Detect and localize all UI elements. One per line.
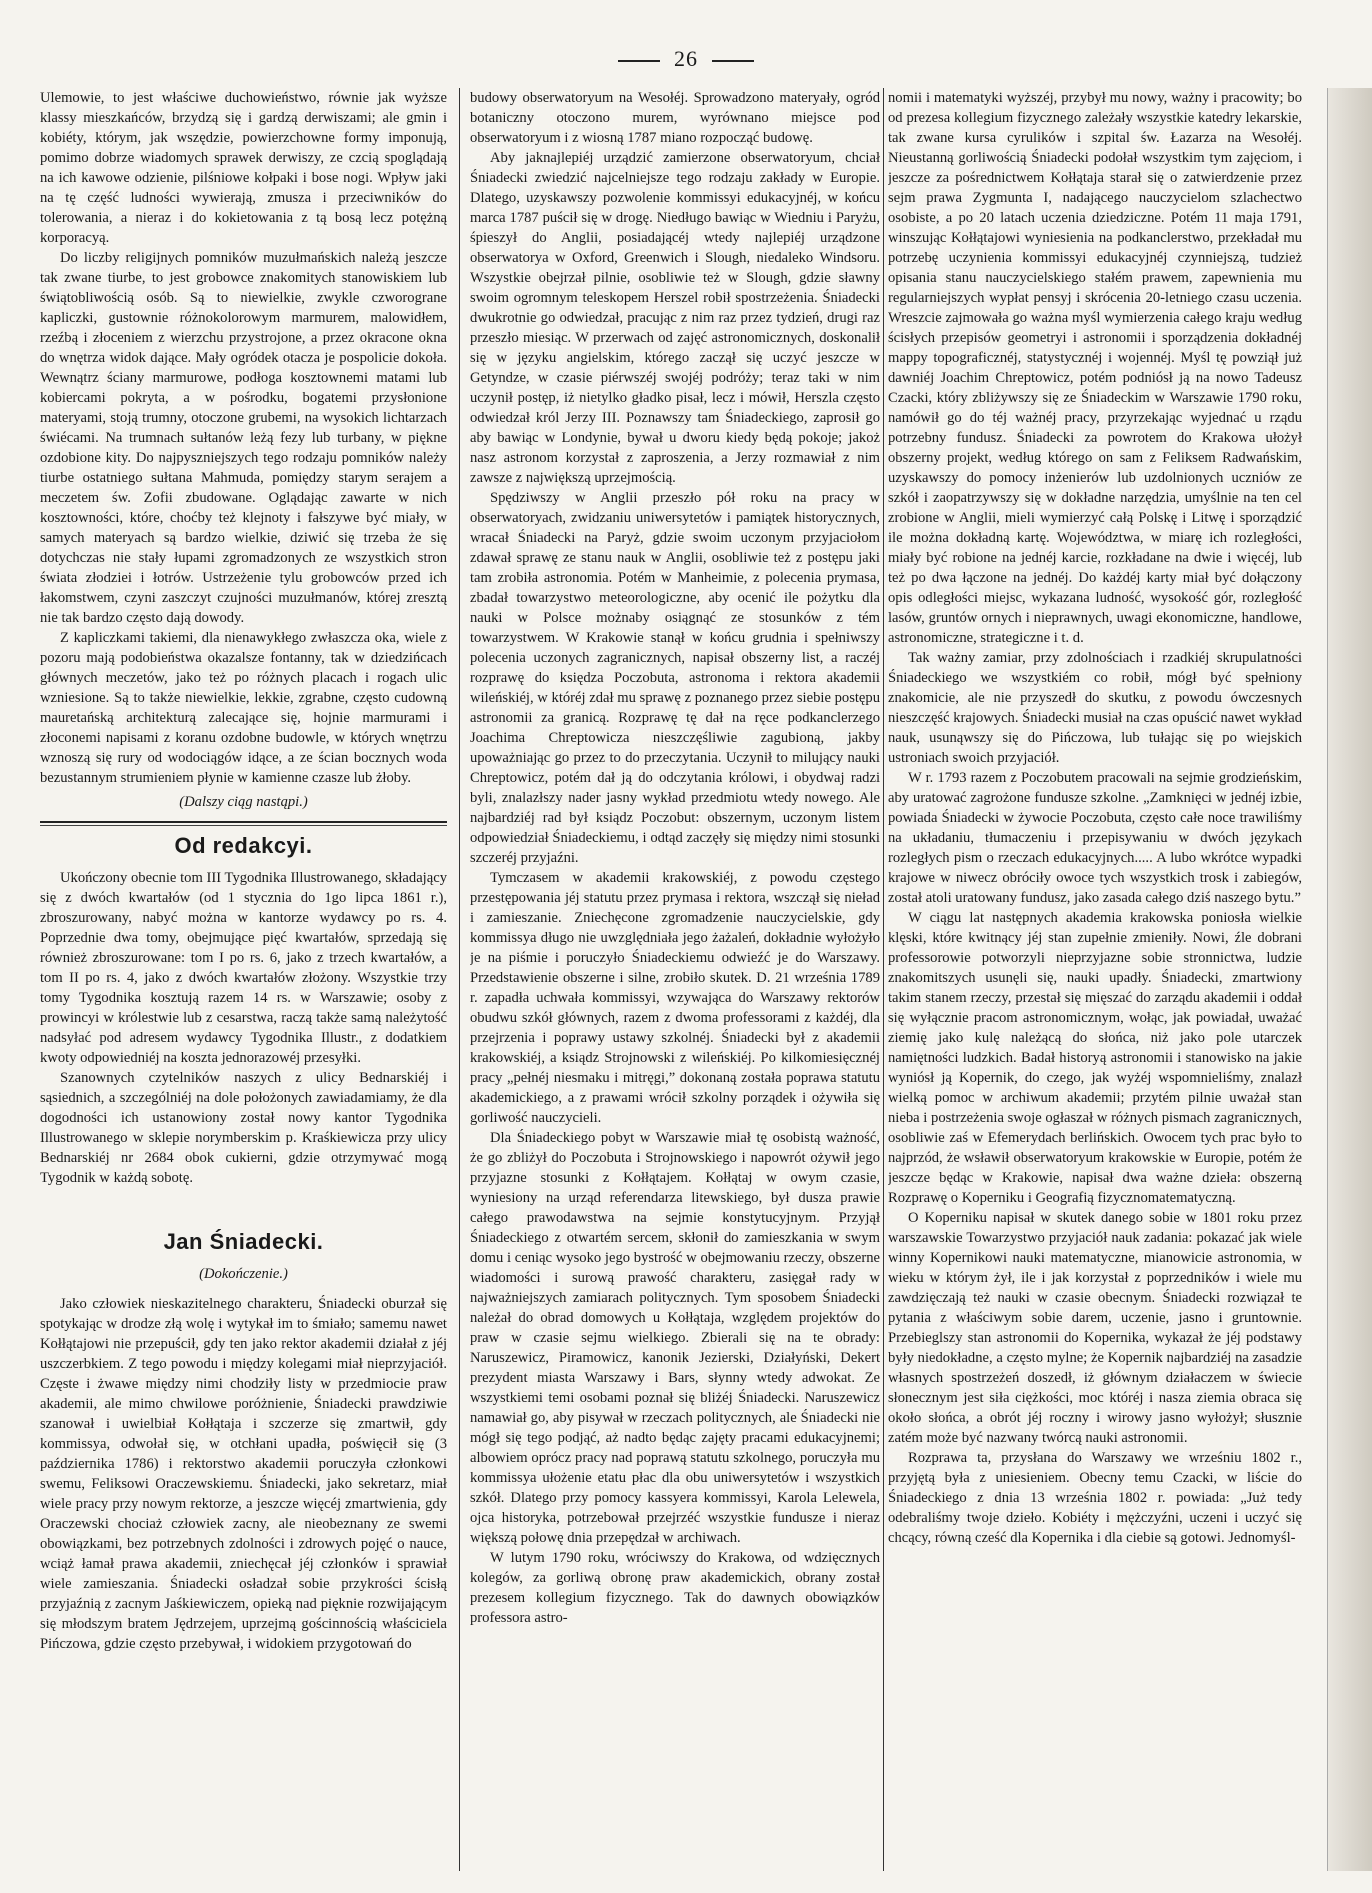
paragraph: O Koperniku napisał w skutek danego sobie w 1801 roku przez warszawskie Towarzystwo przyjaciół nauk zadania: pokazać jak wiele winny Kopernikowi nauki matematyczne, mianowicie astronomia, w wieku w którym żył, ile i jak korzystał z poprzedników i wiele mu zawdzięczają też nauki w czasie obecnym. Śniadecki rozwiązał te pytania z właściwym sobie darem, uczenie, jasno i gruntownie. Przebieglszy stan astronomii do Kopernika, wykazał że jéj podstawy były niedokładne, a często mylne; że Kopernik najbardziéj na zasadzie własnych spostrzeżeń doszedł, iż głównym działaczem w świecie słonecznym jest siła ciężkości, moc któréj i nasza ziemia obraca się około słońca, a obrót jéj roczny i wirowy jasno wyłożył; słusznie zatém może być nazwany twórcą nauki astronomii. — [888, 1210, 1302, 1446]
paragraph: budowy obserwatoryum na Wesołéj. Sprowadzono materyały, ogród botaniczny otoczono murem, wyrównano miejsce pod obserwatoryum i z wiosną 1787 miano rozpocząć budowę. — [470, 90, 880, 146]
paragraph: Ulemowie, to jest właściwe duchowieństwo, równie jak wyższe klassy mieszkańców, brzydzą się i gardzą derwiszami; ale gmin i kobiéty, którym, jak wszędzie, powierzchowne formy imponują, pomimo dobrze wiadomych sprawek derwiszy, ze czcią spoglądają na ich kawowe odzienie, pilśniowe kołpaki i bose nogi. Wpływ jaki na tę część ludności wywierają, zmusza i przeciwników do tolerowania, a nieraz i do kokietowania z tą bosą lecz potężną korporacyą. — [40, 90, 447, 246]
column-middle — [470, 88, 880, 1871]
column-left — [40, 88, 447, 1871]
paragraph: Spędziwszy w Anglii przeszło pół roku na pracy w obserwatoryach, zwidzaniu uniwersytetów i pamiątek historycznych, wracał Śniadecki na Paryż, gdzie swoim uczonym przyjaciołom zdawał sprawę ze stanu nauk w Anglii, osobliwie też z postępu jaki tam zrobiła astronomia. Potém w Manheimie, z polecenia prymasa, zbadał towarzystwo meteorologiczne, aby ocenić ile pożytku dla nauki w Polsce możnaby osiągnąć ze stosunków z tém towarzystwem. W Krakowie stanął w końcu grudnia i spełniwszy polecenia uczonych zagranicznych, napisał obszerny list, a raczéj rozprawę do księdza Poczobuta, astronoma i rektora akademii wileńskiéj, w któréj zdał mu sprawę z poznanego przez siebie postępu astronomii za granicą. Rozprawę tę dał na ręce podkanclerzego Joachima Chreptowicza nieszczęśliwie zagubioną, jakby upoważniając go przez to do przeczytania. Uczynił to milujący nauki Chreptowicz, potém dał ją do odczytania królowi, i obydwaj radzi byli, znalazłszy nader jasny wykład przedmiotu wtedy nowego. Ale najbardziéj rad był ksiądz Poczobut: obszernym, uczonym listem odpowiedział Śniadeckiemu, i odtąd zaczęły się między nimi stosunki szczeréj przyjaźni. — [470, 490, 880, 866]
section-divider — [40, 821, 447, 823]
paragraph: W ciągu lat następnych akademia krakowska poniosła wielkie klęski, które kwitnący jéj stan zupełnie zmieniły. Nowi, źle dobrani professorowie potworzyli nieprzyjazne sobie stronnictwa, ludzie znakomitszych usunęli się, nauki upadły. Śniadecki, zmartwiony takim stanem rzeczy, przestał się mięszać do zarządu akademii i oddał się wyłącznie pracom astronomicznym, wołąc, jak powiadał, uważać ziemię jako kulę należącą do słońca, niż jako pole utarczek namiętności ludzkich. Badał historyą astronomii i stanowisko na jakie wyniósł ją Kopernik, do czego, jak wyżéj wspomnieliśmy, znalazł wielką pomoc w archiwum akademii; przytém pilnie uważał stan nieba i postrzeżenia swoje ogłaszał w różnych pismach zagranicznych, osobliwie zaś w Efemerydach berlińskich. Owocem tych prac było to najprzód, że wsławił obserwatoryum krakowskie w Europie, potém że jeszcze będąc w Krakowie, napisał dwa ważne dzieła: obszerną Rozprawę o Koperniku i Geografią fizycznomatematyczną. — [888, 910, 1302, 1206]
paragraph: Tak ważny zamiar, przy zdolnościach i rzadkiéj skrupulatności Śniadeckiego we wszystkiém co robił, mógł być spełniony znakomicie, ale nie przyszedł do skutku, z powodu ówczesnych nieszczęść krajowych. Śniadecki musiał na czas opuścić nawet wykład nauk, usunąwszy się do Pińczowa, lub tułając się po wiejskich ustroniach swoich przyjaciół. — [888, 650, 1302, 766]
section-heading-editorial: Od redakcyi. — [174, 833, 313, 858]
column-divider-left — [459, 88, 460, 1871]
paragraph: W lutym 1790 roku, wróciwszy do Krakowa, od wdzięcznych kolegów, za gorliwą obronę praw akademickich, obrany został prezesem kollegium fizycznego. Tak do dawnych obowiązków professora astro- — [470, 1550, 880, 1626]
paragraph: W r. 1793 razem z Poczobutem pracowali na sejmie grodzieńskim, aby uratować zagrożone fundusze szkolne. „Zamknięci w jednéj izbie, powiada Śniadecki w żywocie Poczobuta, często całe noce trawiliśmy na układaniu, tłumaczeniu i przepisywaniu w dwóch językach rozległych pism o rzeczach edukacyjnych..... A lubo wkrótce wypadki krajowe w niwecz obróciły owoce tych wszystkich trosk i zabiegów, został atoli uratowany fundusz, jako zasada całego dziś naszego bytu.” — [888, 770, 1302, 906]
paragraph: Ukończony obecnie tom III Tygodnika Illustrowanego, składający się z dwóch kwartałów (od 1 stycznia do 1go lipca 1861 r.), zbroszurowany, nabyć można w kantorze wydawcy po rs. 4. Poprzednie dwa tomy, obejmujące pięć kwartałów, sprzedają się również zbroszurowane: tom I po rs. 6, jako z trzech kwartałów, a tom II po rs. 4, jako z dwóch kwartałów złożony. Wszystkie trzy tomy Tygodnika kosztują razem 14 rs. w Warszawie; osoby z prowincyi w królestwie lub z cesarstwa, raczą także samą należytość nadsyłać pod adresem wydawcy Tygodnika Illustr., z dodatkiem kwoty odpowiedniéj na koszta jednorazowéj przesyłki. — [40, 870, 447, 1066]
adjacent-page-edge — [1327, 88, 1372, 1871]
paragraph: Aby jaknajlepiéj urządzić zamierzone obserwatoryum, chciał Śniadecki zwiedzić najcelniejsze tego rodzaju zakłady w Europie. Dlatego, uzyskawszy pozwolenie kommissyi edukacyjnéj, w końcu marca 1787 puścił się w drogę. Niedługo bawiąc w Wiedniu i Paryżu, śpieszył do Anglii, posiadającéj wtedy najlepiéj urządzone obserwatorya w Oxford, Greenwich i Slough, niedaleko Windsoru. Wszystkie obejrzał pilnie, osobliwie też w Slough, gdzie sławny swoim ogromnym teleskopem Herszel robił spostrzeżenia. Śniadecki dwukrotnie go odwiedzał, pracując z nim raz przez tydzień, drugi raz przeszło miesiąc. W przerwach od zajęć astronomicznych, doskonalił się w języku angielskim, którego zaczął się uczyć jeszcze w Getyndze, w czasie piérwszéj swojéj podróży; teraz taki w nim uczynił postęp, iż nietylko gładko pisał, lecz i mówił, Herszla często odwiedzał król Jerzy III. Poznawszy tam Śniadeckiego, zaprosił go aby bawiąc w Londynie, bywał u dworu kiedy będą pokoje; jakoż nasz astronom korzystał z zaproszenia, a Jerzy rozmawiał z nim zawsze z największą uprzejmością. — [470, 150, 880, 486]
paragraph: Tymczasem w akademii krakowskiéj, z powodu częstego przestępowania jéj statutu przez prymasa i rektora, wszczął się nieład i zamieszanie. Zniechęcone zgromadzenie nauczycielskie, gdy kommissya długo nie uwzględniała jego żażaleń, dokładnie wyłożyło je na piśmie i poruczyło Śniadeckiemu odwieźć je do Warszawy. Przedstawienie obszerne i silne, zrobiło skutek. D. 21 września 1789 r. zapadła uchwała kommissyi, wzywająca do Warszawy rektorów obudwu szkół głównych, razem z dwoma professorami z każdéj, dla przejrzenia i poprawy ustawy szkolnéj. Śniadecki był z akademii krakowskiéj, a ksiądz Strojnowski z wileńskiéj. Po kilkomiesięcznéj pracy „pełnéj niesmaku i mitręgi,” dokonaną została poprawa statutu akademickiego, a z prawami wrócił szkolny porządek i ożywiła się gorliwość nauczycieli. — [470, 870, 880, 1126]
paragraph: Rozprawa ta, przysłana do Warszawy we wrześniu 1802 r., przyjętą była z uniesieniem. Obecny temu Czacki, w liście do Śniadeckiego z dnia 13 września 1802 r. powiada: „Już tedy odebraliśmy twoje dzieło. Kobiéty i mężczyźni, uczeni i uczyć się chcący, równą cześć dla Kopernika i dla ciebie są gotowi. Jednomyśl- — [888, 1450, 1302, 1546]
paragraph: nomii i matematyki wyższéj, przybył mu nowy, ważny i pracowity; bo od prezesa kollegium fizycznego zależały wszystkie katedry lekarskie, tak zwane kursa cyrulików i szpital św. Łazarza na Wesołéj. Nieustanną gorliwością Śniadecki podołał wszystkim tym zajęciom, i jeszcze za pośrednictwem Kołłątaja starał się o zatwierdzenie przez sejm prawa Zygmunta I, nadającego nauczycielom szlachectwo osobiste, a po 20 latach uczenia dziedziczne. Potém 11 maja 1791, winszując Kołłątajowi wyniesienia na podkanclerstwo, przekładał mu potrzebę uczynienia kommissyi edukacyjnéj czynniejszą, tudzież opisania stanu nauczycielskiego stałém prawem, zapewnienia mu regularniejszych wypłat pensyj i skrócenia 20-letniego czasu uczenia. Wreszcie zajmowała go ważna myśl wymierzenia całego kraju według ścisłych przepisów geometryi i astronomii i sporządzenia dokładnéj mappy topograficznéj, statystycznéj i wojennéj. Myśl tę powziął już dawniéj Joachim Chreptowicz, potém podniósł ją na nowo Tadeusz Czacki, który zbliżywszy się ze Śniadeckim w Warszawie 1790 roku, namówił go do téj ważnéj pracy, przyrzekając wyjednać u rządu potrzebny fundusz. Śniadecki za powrotem do Krakowa ułożył obszerny projekt, według którego on sam z Feliksem Radwańskim, uzyskawszy do pomocy inżenierów lub uzdolnionych uczniów ze szkół i zaopatrzywszy się w dokładne narzędzia, umyślnie na ten cel zrobione w Anglii, mieli wymierzyć całą Polskę i Litwę i sporządzić ile można dokładną kartę. Województwa, w miarę ich rozległości, miały być robione na jednéj karcie, rozkładane na dwie i więcéj, lub też po dwa łączone na jednéj. Do każdéj karty miał być dołączony opis odległości miejsc, wykazana ludność, wysokość gór, rozległość lasów, gruntów ornych i nieprawnych, uwagi ekonomiczne, handlowe, astronomiczne, strategiczne i t. d. — [888, 90, 1302, 646]
continuation-note: (Dalszy ciąg nastąpi.) — [179, 794, 308, 810]
paragraph: Dla Śniadeckiego pobyt w Warszawie miał tę osobistą ważność, że go zbliżył do Poczobuta i Strojnowskiego i napowrót ożywił jego przyjazne stosunki z Kołłątajem. Kołłątaj w owym czasie, wyniesiony na urząd referendarza litewskiego, był dusza prawie całego prawodawstwa na sejmie konstytucyjnym. Przyjął Śniadeckiego z otwartém sercem, skłonił do zamieszkania w swym domu i ceniąc wysoko jego bystrość w obejmowaniu rzeczy, obszerne wiadomości i surową prawość charakteru, zasięgał rady w najważniejszych zamiarach politycznych. Tym sposobem Śniadecki należał do obrad domowych u Kołłątaja, względem projektów do praw w czasie sejmu wielkiego. Zbierali się na te obrady: Naruszewicz, Piramowicz, kanonik Jezierski, Działyński, Dekert prezydent miasta Warszawy i Bars, słynny wtedy adwokat. Ze wszystkiemi temi osobami poznał się bliżéj Śniadecki. Naruszewicz namawiał go, aby pisywał w rzeczach politycznych, ale Śniadecki nie mógł się tego podjąć, aż nadto będąc zajęty pracami edukacyjnemi; albowiem oprócz pracy nad poprawą statutu szkolnego, poruczyła mu kommissya ułożenie etatu płac dla obu uniwersytetów i wszystkich szkół. Dlatego przy pomocy kassyera kommissyi, Karola Lelewela, ojca historyka, potrzebował przejrzéć wszystkie fundusze i nieraz większą połowę dnia przepędzał w archiwach. — [470, 1130, 880, 1546]
section-gap — [40, 1188, 447, 1224]
article-title: Jan Śniadecki. — [163, 1229, 324, 1254]
section-divider-thin — [40, 825, 447, 826]
page-number: 26 — [674, 46, 698, 71]
right-ornament-dash — [712, 60, 754, 62]
page-number-row — [0, 46, 1372, 72]
paragraph: Jako człowiek nieskazitelnego charakteru, Śniadecki oburzał się spotykając w drodze złą wolę i wytykał im to śmiało; samemu nawet Kołłątajowi nie przepuścił, gdy ten jako rektor akademii działał z jéj uszczerbkiem. Z tego powodu i między kolegami miał nieprzyjaciół. Częste i żwawe między nimi chodziły listy w przedmiocie praw akademii, ale mimo chwilowe poróżnienie, Śniadecki prawdziwie szanował i uwielbiał Kołłątaja i szczerze się zmartwił, gdy kommissya, odwołał się, w otchłani upadła, poświęcił się (3 października 1786) i rektorstwo akademii poruczyła członkowi swemu, Feliksowi Oraczewskiemu. Śniadecki, jako sekretarz, miał wiele pracy przy nowym rektorze, a jeszcze więcéj zmartwienia, gdy Oraczewski chociaż człowiek zacny, ale nieobeznany ze swemi obowiązkami, bez potrzebnych zdolności i zdrowych pojęć o nauce, wciąż łamał prawa akademii, zniechęcał jéj członków i sprawiał wiele zamieszania. Śniadecki osładzał sobie przykrości ścisłą przyjaźnią z zacnym Jaśkiewiczem, opieką nad pięknie rozwijającym się młodszym bratem Jędrzejem, uprzejmą gościnnością właściciela Pińczowa, gdzie często przebywał, i widokiem przygotowań do — [40, 1296, 447, 1652]
article-subtitle: (Dokończenie.) — [199, 1266, 288, 1282]
column-right — [888, 88, 1302, 1871]
paragraph: Szanownych czytelników naszych z ulicy Bednarskiéj i sąsiednich, a szczególniéj na dole położonych zawiadamiamy, że dla dogodności ich ustanowiony został nowy kantor Tygodnika Illustrowanego w sklepie norymberskim p. Kraśkiewicza przy ulicy Bednarskiéj nr 2684 obok cukierni, gdzie otrzymywać mogą Tygodnik w każdą sobotę. — [40, 1070, 447, 1186]
paragraph: Do liczby religijnych pomników muzułmańskich należą jeszcze tak zwane tiurbe, to jest grobowce znakomitych stanowiskiem lub świątobliwością osób. Są to niewielkie, zwykle czworograne kapliczki, gustownie różnokolorowym marmurem, malowidłem, rzeźbą i złoceniem z wierzchu przystrojone, a przez okracone okna do wnętrza widok dające. Mały ogródek otacza je pospolicie dokoła. Wewnątrz ściany marmurowe, podłoga kosztownemi matami lub kobiercami pokryta, a w pośrodku, bogatemi przysłonione materyami, stoją trumny, otoczone grubemi, na wysokich lichtarzach świécami. Na trumnach sułtanów leżą fezy lub turbany, w piękne ozdobione kity. Do najpyszniejszych tego rodzaju pomników należy tiurbe ostatniego sułtana Mahmuda, pomiędzy starym serajem a meczetem św. Zofii zbudowane. Oglądając zawarte w nich kosztowności, które, choćby też klejnoty i fałszywe być miały, w samych materyach są bardzo wielkie, dziwić się trzeba że się dotychczas nie stały łupami zgromadzonych ze wszystkich stron świata złodziei i łotrów. Ustrzeżenie tylu grobowców przed ich łakomstwem, czyni zaszczyt czujności muzułmanów, której zresztą nie tak bardzo często dają dowody. — [40, 250, 447, 626]
paragraph: Z kapliczkami takiemi, dla nienawykłego zwłaszcza oka, wiele z pozoru mają podobieństwa okazalsze fontanny, tak w dziedzińcach głównych meczetów, jako też po różnych placach i rogach ulic wzniesione. Są to także niewielkie, lekkie, zgrabne, często cudowną mauretańską architekturą zalecające się, hojnie marmurami i złoconemi napisami z koranu ozdobne budowle, w których wnętrzu wznoszą się rury od wodociągów idące, a ze ścian bocznych woda bezustannym strumieniem płynie w kamienne czasze lub żłoby. — [40, 630, 447, 786]
column-divider-right — [883, 88, 884, 1871]
left-ornament-dash — [618, 60, 660, 62]
